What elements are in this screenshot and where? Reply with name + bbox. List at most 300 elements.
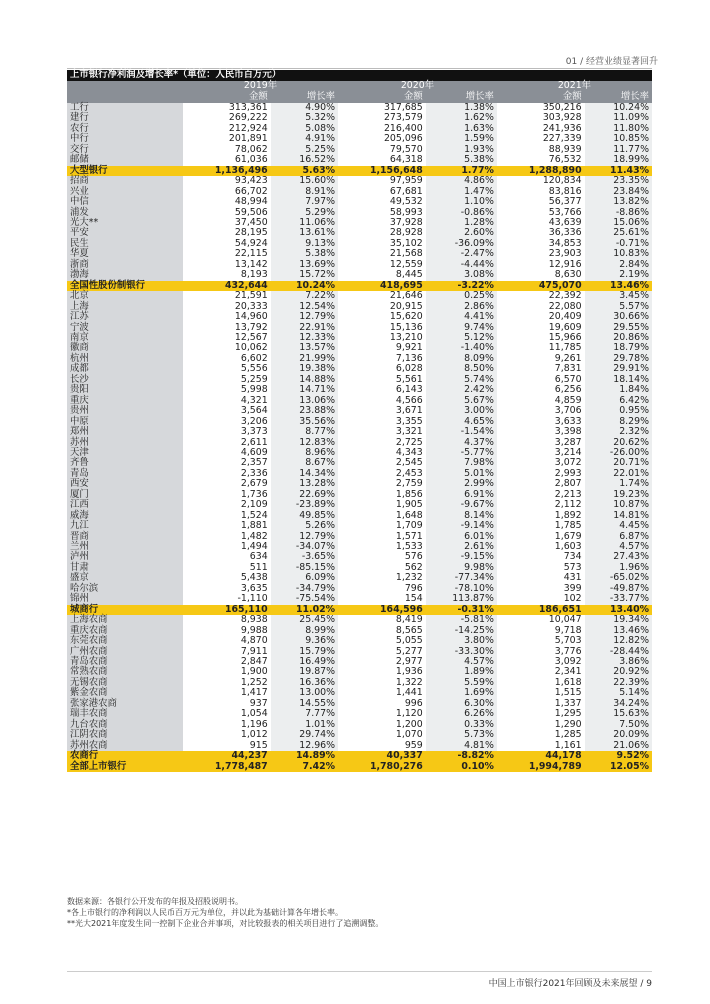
note-everbright: **光大2021年度发生同一控制下企业合并事项，对比较报表的相关项目进行了追溯调整。: [67, 919, 384, 928]
growth-2020: -5.81%: [426, 615, 497, 625]
amount-2020: 2,977: [395, 656, 423, 668]
growth-2021: 5.14%: [585, 688, 652, 698]
growth-2019: 6.09%: [271, 573, 338, 583]
amount-2020: 1,780,276: [338, 762, 426, 772]
col-amount-2019: 金额: [183, 92, 271, 103]
section-header: 01 / 经营业绩显著回升: [565, 57, 658, 67]
amount-2020: 28,928: [389, 227, 423, 239]
amount-2020: 1,156,648: [338, 166, 426, 176]
growth-2020: 1.93%: [426, 145, 497, 155]
growth-2020: -1.54%: [426, 427, 497, 437]
growth-2020: 6.01%: [426, 532, 497, 542]
amount-2020: 1,533: [395, 541, 423, 553]
amount-2020: 8,419: [395, 614, 423, 626]
growth-2019: 7.97%: [271, 197, 338, 207]
growth-2021: 20.86%: [585, 333, 652, 343]
bank-name: 常熟农商: [67, 667, 183, 677]
amount-2019: 2,336: [240, 467, 268, 479]
amount-2021: 3,214: [554, 446, 582, 458]
growth-2021: 21.06%: [585, 741, 652, 751]
bank-name: 交行: [67, 145, 183, 155]
growth-2021: 13.46%: [585, 626, 652, 636]
growth-2020: 4.81%: [426, 741, 497, 751]
bank-name: 重庆: [67, 396, 183, 406]
amount-2019: 432,644: [183, 281, 271, 291]
bank-name: 甘肃: [67, 563, 183, 573]
growth-2021: 4.57%: [585, 542, 652, 552]
bank-name: 泸州: [67, 552, 183, 562]
amount-2021: 303,928: [542, 112, 582, 124]
growth-2020: 5.67%: [426, 396, 497, 406]
amount-2020: 1,648: [395, 509, 423, 521]
growth-2020: -5.77%: [426, 448, 497, 458]
amount-2021: 1,515: [554, 687, 582, 699]
amount-2019: 1,012: [240, 729, 268, 741]
bank-name: 江西: [67, 500, 183, 510]
amount-2021: 1,285: [554, 729, 582, 741]
growth-2021: 3.86%: [585, 657, 652, 667]
amount-2021: 3,092: [554, 656, 582, 668]
growth-2019: 4.90%: [271, 103, 338, 113]
bank-name: 宁波: [67, 323, 183, 333]
amount-2021: 5,703: [554, 635, 582, 647]
amount-2020: 4,566: [395, 394, 423, 406]
amount-2021: 186,651: [497, 605, 585, 615]
amount-2021: 3,072: [554, 457, 582, 469]
growth-2019: 8.91%: [271, 187, 338, 197]
amount-2020: 9,921: [395, 342, 423, 354]
amount-2020: 562: [404, 561, 423, 573]
growth-2019: 14.55%: [271, 699, 338, 709]
growth-2020: 1.10%: [426, 197, 497, 207]
growth-2020: -36.09%: [426, 239, 497, 249]
amount-2020: 21,646: [389, 290, 423, 302]
amount-2020: 5,277: [395, 645, 423, 657]
growth-2020: 3.80%: [426, 636, 497, 646]
amount-2021: 3,398: [554, 426, 582, 438]
growth-2020: 6.91%: [426, 490, 497, 500]
bank-name: 无锡农商: [67, 678, 183, 688]
growth-2021: 2.32%: [585, 427, 652, 437]
amount-2019: 634: [249, 551, 268, 563]
amount-2021: 12,916: [548, 258, 582, 270]
amount-2019: 2,611: [240, 436, 268, 448]
growth-2020: 1.59%: [426, 134, 497, 144]
growth-2021: 22.39%: [585, 678, 652, 688]
growth-2021: 3.45%: [585, 291, 652, 301]
amount-2020: 8,445: [395, 269, 423, 281]
growth-2020: -8.82%: [426, 751, 497, 761]
amount-2019: 313,361: [228, 102, 268, 113]
amount-2019: 1,900: [240, 666, 268, 678]
growth-2020: -78.10%: [426, 584, 497, 594]
amount-2021: 2,993: [554, 467, 582, 479]
growth-2020: 1.62%: [426, 113, 497, 123]
amount-2020: 15,620: [389, 311, 423, 323]
col-growth-2021: 增长率: [585, 92, 652, 103]
growth-2019: 7.22%: [271, 291, 338, 301]
amount-2019: 5,998: [240, 384, 268, 396]
amount-2019: 165,110: [183, 605, 271, 615]
growth-2019: 12.54%: [271, 302, 338, 312]
amount-2019: 13,792: [234, 321, 268, 333]
col-growth-2020: 增长率: [426, 92, 497, 103]
growth-2021: 19.34%: [585, 615, 652, 625]
growth-2019: 16.49%: [271, 657, 338, 667]
bank-name: 光大**: [67, 218, 183, 228]
amount-2021: 734: [563, 551, 582, 563]
growth-2019: 11.02%: [271, 605, 338, 615]
growth-2019: -75.54%: [271, 594, 338, 604]
growth-2020: 4.41%: [426, 312, 497, 322]
table-row: [67, 197, 652, 207]
year-2019: 2019年: [183, 81, 338, 92]
growth-2020: 4.65%: [426, 417, 497, 427]
growth-2020: 5.59%: [426, 678, 497, 688]
growth-2021: 2.19%: [585, 270, 652, 280]
growth-2019: 25.45%: [271, 615, 338, 625]
year-2021: 2021年: [497, 81, 652, 92]
growth-2020: 0.33%: [426, 720, 497, 730]
amount-2019: 8,938: [240, 614, 268, 626]
bank-name: 大型银行: [67, 166, 183, 176]
amount-2021: 1,295: [554, 708, 582, 720]
table-body: [67, 103, 652, 772]
bank-name: 江阴农商: [67, 730, 183, 740]
amount-2020: 20,915: [389, 300, 423, 312]
bank-name: 工行: [67, 103, 183, 113]
amount-2019: 5,556: [240, 363, 268, 375]
growth-2020: 8.50%: [426, 364, 497, 374]
amount-2021: 15,966: [548, 331, 582, 343]
bank-name: 东莞农商: [67, 636, 183, 646]
growth-2021: 7.50%: [585, 720, 652, 730]
growth-2021: 10.24%: [585, 103, 652, 113]
growth-2020: 6.26%: [426, 709, 497, 719]
growth-2020: -9.14%: [426, 521, 497, 531]
amount-2021: 350,216: [542, 102, 582, 113]
note-source: 数据来源：各银行公开发布的年报及招股说明书。: [67, 897, 243, 906]
amount-2019: 21,591: [234, 290, 268, 302]
growth-2019: 9.13%: [271, 239, 338, 249]
amount-2021: 227,339: [542, 133, 582, 145]
bank-name: 紫金农商: [67, 688, 183, 698]
bank-name: 南京: [67, 333, 183, 343]
bank-name: 贵州: [67, 406, 183, 416]
bank-name: 江苏: [67, 312, 183, 322]
amount-2019: 511: [249, 561, 268, 573]
amount-2020: 49,532: [389, 196, 423, 208]
growth-2019: 8.67%: [271, 458, 338, 468]
page-footer: 中国上市银行2021年回顾及未来展望 / 9: [488, 979, 652, 989]
growth-2019: 16.52%: [271, 155, 338, 165]
amount-2019: 3,635: [240, 582, 268, 594]
growth-2019: -85.15%: [271, 563, 338, 573]
amount-2020: 12,559: [389, 258, 423, 270]
amount-2019: 1,054: [240, 708, 268, 720]
growth-2021: 13.82%: [585, 197, 652, 207]
amount-2020: 7,136: [395, 352, 423, 364]
growth-2021: -33.77%: [585, 594, 652, 604]
bank-name: 西安: [67, 479, 183, 489]
bank-name: 青岛: [67, 469, 183, 479]
bank-name: 杭州: [67, 354, 183, 364]
amount-2021: 3,706: [554, 405, 582, 417]
growth-2020: 0.25%: [426, 291, 497, 301]
amount-2019: 9,988: [240, 624, 268, 636]
growth-2021: 29.55%: [585, 323, 652, 333]
amount-2021: 19,609: [548, 321, 582, 333]
growth-2019: 5.08%: [271, 124, 338, 134]
growth-2019: 12.33%: [271, 333, 338, 343]
net-profit-table: [67, 70, 652, 772]
growth-2019: 5.32%: [271, 113, 338, 123]
growth-2019: 4.91%: [271, 134, 338, 144]
table-title: 上市银行净利润及增长率*（单位：人民币百万元）: [67, 70, 652, 81]
amount-2021: 241,936: [542, 122, 582, 134]
growth-2020: 9.98%: [426, 563, 497, 573]
subtotal-row: [67, 762, 652, 772]
growth-2021: -49.87%: [585, 584, 652, 594]
growth-2019: -34.07%: [271, 542, 338, 552]
growth-2021: 12.05%: [585, 762, 652, 772]
amount-2021: 1,288,890: [497, 166, 585, 176]
growth-2020: 2.42%: [426, 385, 497, 395]
amount-2021: 3,287: [554, 436, 582, 448]
bank-name: 城商行: [67, 605, 183, 615]
amount-2021: 20,409: [548, 311, 582, 323]
amount-2019: 78,062: [234, 143, 268, 155]
growth-2019: 13.69%: [271, 260, 338, 270]
growth-2021: 20.92%: [585, 667, 652, 677]
growth-2021: -0.71%: [585, 239, 652, 249]
growth-2019: 5.26%: [271, 521, 338, 531]
growth-2019: 11.06%: [271, 218, 338, 228]
growth-2019: 14.88%: [271, 375, 338, 385]
amount-2019: -1,110: [237, 593, 268, 605]
growth-2019: 5.25%: [271, 145, 338, 155]
bank-name: 锦州: [67, 594, 183, 604]
growth-2019: 5.29%: [271, 208, 338, 218]
amount-2021: 1,603: [554, 541, 582, 553]
amount-2020: 5,561: [395, 373, 423, 385]
growth-2020: 1.28%: [426, 218, 497, 228]
bank-name: 农商行: [67, 751, 183, 761]
amount-2019: 915: [249, 739, 268, 751]
amount-2019: 66,702: [234, 185, 268, 197]
amount-2020: 97,959: [389, 175, 423, 187]
growth-2019: -23.89%: [271, 500, 338, 510]
growth-2020: 8.09%: [426, 354, 497, 364]
growth-2020: 5.73%: [426, 730, 497, 740]
amount-2019: 13,142: [234, 258, 268, 270]
growth-2019: 1.01%: [271, 720, 338, 730]
amount-2021: 475,070: [497, 281, 585, 291]
bank-name: 苏州: [67, 438, 183, 448]
growth-2020: -14.25%: [426, 626, 497, 636]
amount-2020: 418,695: [338, 281, 426, 291]
growth-2019: 19.87%: [271, 667, 338, 677]
amount-2020: 1,322: [395, 676, 423, 688]
growth-2021: 27.43%: [585, 552, 652, 562]
amount-2021: 53,766: [548, 206, 582, 218]
bank-name: 苏州农商: [67, 741, 183, 751]
bank-name: 威海: [67, 511, 183, 521]
growth-2019: 9.36%: [271, 636, 338, 646]
amount-2019: 2,357: [240, 457, 268, 469]
growth-2020: -4.44%: [426, 260, 497, 270]
amount-2019: 5,438: [240, 572, 268, 584]
table-row: [67, 427, 652, 437]
bank-name: 瑞丰农商: [67, 709, 183, 719]
amount-2021: 2,807: [554, 478, 582, 490]
amount-2020: 2,759: [395, 478, 423, 490]
bank-name: 广州农商: [67, 647, 183, 657]
amount-2020: 1,232: [395, 572, 423, 584]
bank-name: 盛京: [67, 573, 183, 583]
amount-2021: 1,994,789: [497, 762, 585, 772]
amount-2019: 4,609: [240, 446, 268, 458]
amount-2021: 6,256: [554, 384, 582, 396]
corner-cell: [67, 81, 183, 92]
amount-2019: 4,870: [240, 635, 268, 647]
growth-2019: 7.42%: [271, 762, 338, 772]
bank-name: 长沙: [67, 375, 183, 385]
amount-2019: 3,206: [240, 415, 268, 427]
growth-2019: 10.24%: [271, 281, 338, 291]
amount-2021: 44,178: [497, 751, 585, 761]
growth-2021: 6.42%: [585, 396, 652, 406]
bank-name: 邮储: [67, 155, 183, 165]
growth-2019: 12.79%: [271, 312, 338, 322]
amount-2021: 1,679: [554, 530, 582, 542]
bank-name: 九台农商: [67, 720, 183, 730]
amount-2020: 58,993: [389, 206, 423, 218]
amount-2020: 996: [404, 697, 423, 709]
bank-name: 贵阳: [67, 385, 183, 395]
bank-name: 中原: [67, 417, 183, 427]
amount-2021: 56,377: [548, 196, 582, 208]
notes: [67, 896, 383, 929]
growth-2020: -0.31%: [426, 605, 497, 615]
amount-2020: 576: [404, 551, 423, 563]
bank-name: 天津: [67, 448, 183, 458]
amount-2019: 937: [249, 697, 268, 709]
amount-2021: 22,392: [548, 290, 582, 302]
growth-2020: 4.37%: [426, 438, 497, 448]
bank-name: 青岛农商: [67, 657, 183, 667]
growth-2019: 7.77%: [271, 709, 338, 719]
growth-2021: 23.84%: [585, 187, 652, 197]
amount-2021: 573: [563, 561, 582, 573]
amount-2021: 23,903: [548, 248, 582, 260]
amount-2020: 154: [404, 593, 423, 605]
amount-2019: 2,109: [240, 499, 268, 511]
amount-2020: 216,400: [383, 122, 423, 134]
amount-2020: 4,343: [395, 446, 423, 458]
amount-2021: 10,047: [548, 614, 582, 626]
amount-2020: 1,709: [395, 520, 423, 532]
bank-name: 浦发: [67, 208, 183, 218]
growth-2020: 2.61%: [426, 542, 497, 552]
amount-2020: 1,905: [395, 499, 423, 511]
amount-2020: 1,936: [395, 666, 423, 678]
amount-2020: 37,928: [389, 216, 423, 228]
amount-2019: 4,321: [240, 394, 268, 406]
growth-2019: 15.72%: [271, 270, 338, 280]
bank-name: 张家港农商: [67, 699, 183, 709]
bank-name: 建行: [67, 113, 183, 123]
amount-2019: 2,847: [240, 656, 268, 668]
col-amount-2021: 金额: [497, 92, 585, 103]
growth-2019: 22.69%: [271, 490, 338, 500]
amount-2021: 1,892: [554, 509, 582, 521]
table-row: [67, 521, 652, 531]
amount-2021: 1,785: [554, 520, 582, 532]
amount-2019: 1,136,496: [183, 166, 271, 176]
growth-2020: 1.38%: [426, 103, 497, 113]
growth-2019: 13.00%: [271, 688, 338, 698]
growth-2021: 4.45%: [585, 521, 652, 531]
growth-2021: 18.79%: [585, 343, 652, 353]
growth-2019: 16.36%: [271, 678, 338, 688]
growth-2019: 22.91%: [271, 323, 338, 333]
amount-2019: 14,960: [234, 311, 268, 323]
amount-2019: 44,237: [183, 751, 271, 761]
growth-2019: 29.74%: [271, 730, 338, 740]
amount-2019: 1,736: [240, 488, 268, 500]
amount-2021: 11,785: [548, 342, 582, 354]
growth-2021: 15.63%: [585, 709, 652, 719]
amount-2020: 1,200: [395, 718, 423, 730]
growth-2019: 13.61%: [271, 228, 338, 238]
growth-2019: -34.79%: [271, 584, 338, 594]
growth-2020: 4.57%: [426, 657, 497, 667]
amount-2020: 1,856: [395, 488, 423, 500]
growth-2020: -9.15%: [426, 552, 497, 562]
bank-name: 郑州: [67, 427, 183, 437]
amount-2021: 9,718: [554, 624, 582, 636]
growth-2019: 15.60%: [271, 176, 338, 186]
footer-divider: [67, 971, 652, 972]
amount-2021: 22,080: [548, 300, 582, 312]
growth-2021: 11.09%: [585, 113, 652, 123]
amount-2021: 399: [563, 582, 582, 594]
growth-2019: 15.79%: [271, 647, 338, 657]
amount-2021: 3,776: [554, 645, 582, 657]
amount-2021: 102: [563, 593, 582, 605]
bank-name: 齐鲁: [67, 458, 183, 468]
growth-2021: 13.46%: [585, 281, 652, 291]
amount-2019: 6,602: [240, 352, 268, 364]
note-unit: *各上市银行的净利润以人民币百万元为单位，并以此为基础计算各年增长率。: [67, 908, 343, 917]
growth-2020: 2.99%: [426, 479, 497, 489]
amount-2019: 10,062: [234, 342, 268, 354]
amount-2019: 48,994: [234, 196, 268, 208]
amount-2020: 317,685: [383, 102, 423, 113]
growth-2021: 11.77%: [585, 145, 652, 155]
growth-2021: 5.57%: [585, 302, 652, 312]
col-amount-2020: 金额: [338, 92, 426, 103]
amount-2021: 4,859: [554, 394, 582, 406]
growth-2021: 0.95%: [585, 406, 652, 416]
amount-2020: 5,055: [395, 635, 423, 647]
growth-2020: 113.87%: [426, 594, 497, 604]
amount-2020: 3,671: [395, 405, 423, 417]
amount-2020: 13,210: [389, 331, 423, 343]
bank-name: 上海农商: [67, 615, 183, 625]
year-2020: 2020年: [338, 81, 497, 92]
